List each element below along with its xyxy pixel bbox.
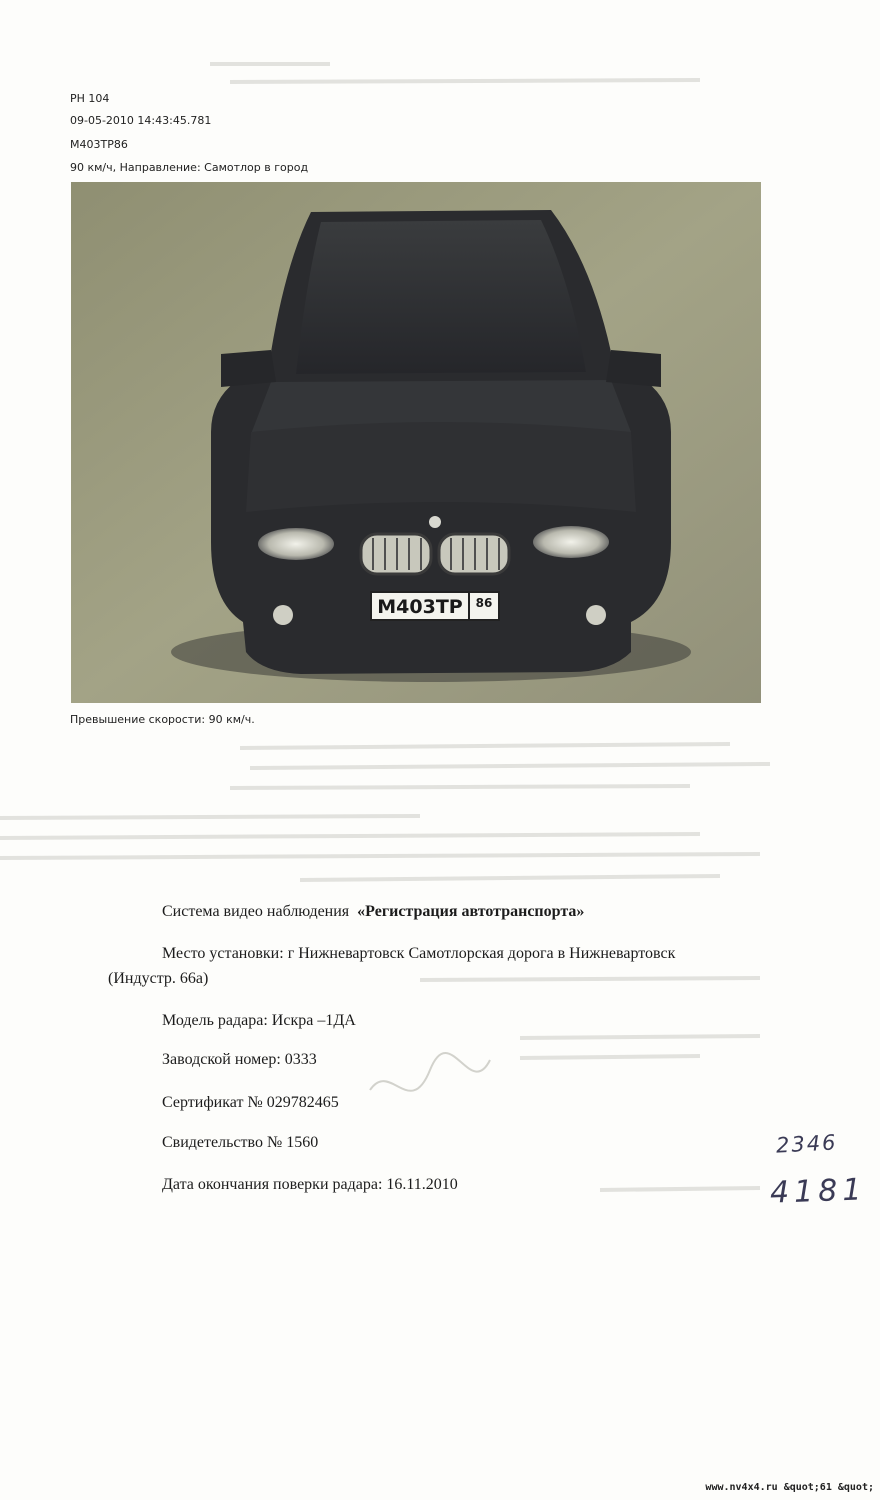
serial-number: Заводской номер: 0333	[162, 1051, 317, 1068]
device-id: РН 104	[70, 92, 110, 105]
handwritten-number-2: 4181	[769, 1172, 867, 1211]
timestamp: 09-05-2010 14:43:45.781	[70, 114, 212, 127]
testimony-number: Свидетельство № 1560	[162, 1134, 319, 1151]
system-line	[162, 903, 584, 921]
system-name: «Регистрация автотранспорта»	[357, 903, 585, 920]
verification-end-date: Дата окончания поверки радара: 16.11.2010	[162, 1176, 458, 1193]
speed-direction: 90 км/ч, Направление: Самотлор в город	[70, 161, 309, 174]
system-label: Система видео наблюдения	[162, 903, 350, 920]
radar-model: Модель радара: Искра –1ДА	[162, 1012, 356, 1029]
handwritten-number-1: 2346	[775, 1130, 839, 1158]
location-line-2: (Индустр. 66а)	[108, 970, 209, 987]
location-line-1: Место установки: г Нижневартовск Самотлорская дорога в Нижневартовск	[162, 945, 676, 962]
plate-number: М403ТР86	[70, 138, 128, 151]
plate-main-text: М403ТР	[377, 596, 463, 618]
site-watermark: www.nv4x4.ru &quot;61 &quot;	[705, 1482, 874, 1493]
car-photo-drawing	[71, 182, 761, 703]
violation-photo	[71, 182, 761, 703]
plate-region-text: 86	[475, 596, 493, 610]
photo-caption: Превышение скорости: 90 км/ч.	[70, 713, 255, 726]
certificate-number: Сертификат № 029782465	[162, 1094, 339, 1111]
